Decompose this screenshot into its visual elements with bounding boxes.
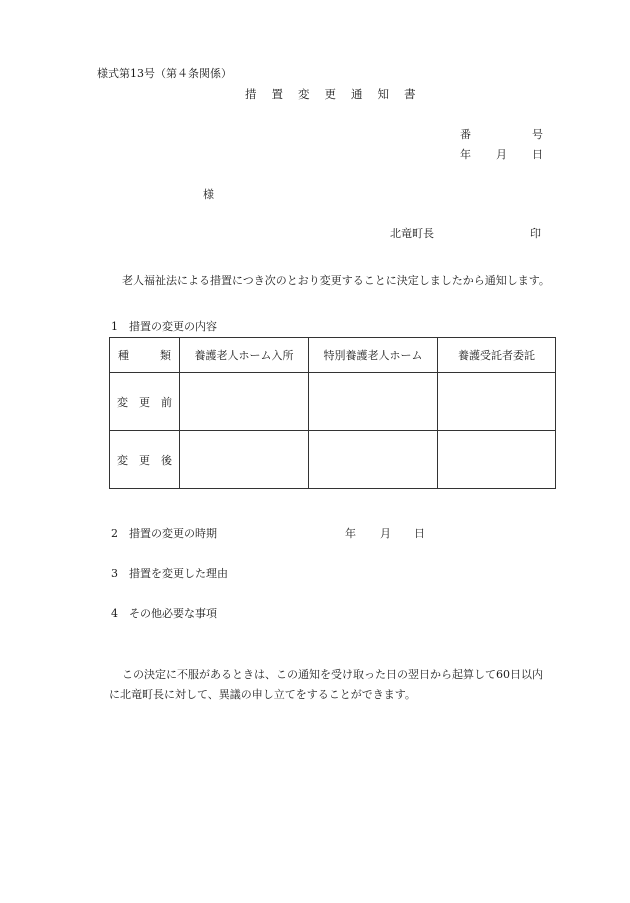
- section-3-heading: 3 措置を変更した理由: [111, 567, 228, 580]
- title-char: 変: [298, 87, 310, 101]
- title-char: 書: [404, 87, 416, 101]
- table-cell: [180, 373, 309, 431]
- table-cell: [438, 431, 556, 489]
- title-char: 措: [245, 87, 257, 101]
- document-title: [245, 89, 416, 101]
- form-label: 様式第13号（第４条関係）: [97, 67, 232, 80]
- table-row-before: [110, 373, 556, 431]
- table-cell: [309, 431, 438, 489]
- change-table: [109, 337, 556, 489]
- section-1-heading: 1 措置の変更の内容: [111, 320, 217, 333]
- number-label-a: 番: [460, 128, 471, 141]
- notice-line-2: に北竜町長に対して、異議の申し立てをすることができます。: [109, 688, 416, 701]
- date-month: 月: [496, 148, 507, 161]
- date-year: 年: [460, 148, 471, 161]
- table-cell: [438, 373, 556, 431]
- title-char: 通: [351, 87, 363, 101]
- column-header: 養護受託者委託: [438, 338, 556, 373]
- number-label-b: 号: [532, 128, 543, 141]
- table-row-after: [110, 431, 556, 489]
- table-header-row: [110, 338, 556, 373]
- table-cell: [309, 373, 438, 431]
- title-char: 知: [377, 87, 389, 101]
- title-char: 置: [271, 87, 283, 101]
- kind-header: 種 類: [110, 338, 180, 373]
- section-2-heading: 2 措置の変更の時期: [111, 527, 217, 540]
- row-label-before: 変 更 前: [110, 373, 180, 431]
- table-cell: [180, 431, 309, 489]
- notice-line-1: この決定に不服があるときは、この通知を受け取った日の翌日から起算して60日以内: [122, 668, 543, 681]
- column-header: 特別養護老人ホーム: [309, 338, 438, 373]
- row-label-after: 変 更 後: [110, 431, 180, 489]
- issuer: 北竜町長: [390, 227, 434, 240]
- section-2-month: 月: [380, 527, 391, 540]
- addressee-suffix: 様: [203, 188, 214, 201]
- seal-mark: 印: [530, 227, 541, 240]
- section-2-day: 日: [414, 527, 425, 540]
- column-header: 養護老人ホーム入所: [180, 338, 309, 373]
- intro-text: 老人福祉法による措置につき次のとおり変更することに決定しましたから通知します。: [122, 274, 550, 287]
- section-2-year: 年: [345, 527, 356, 540]
- section-4-heading: 4 その他必要な事項: [111, 607, 217, 620]
- date-day: 日: [532, 148, 543, 161]
- title-char: 更: [324, 87, 336, 101]
